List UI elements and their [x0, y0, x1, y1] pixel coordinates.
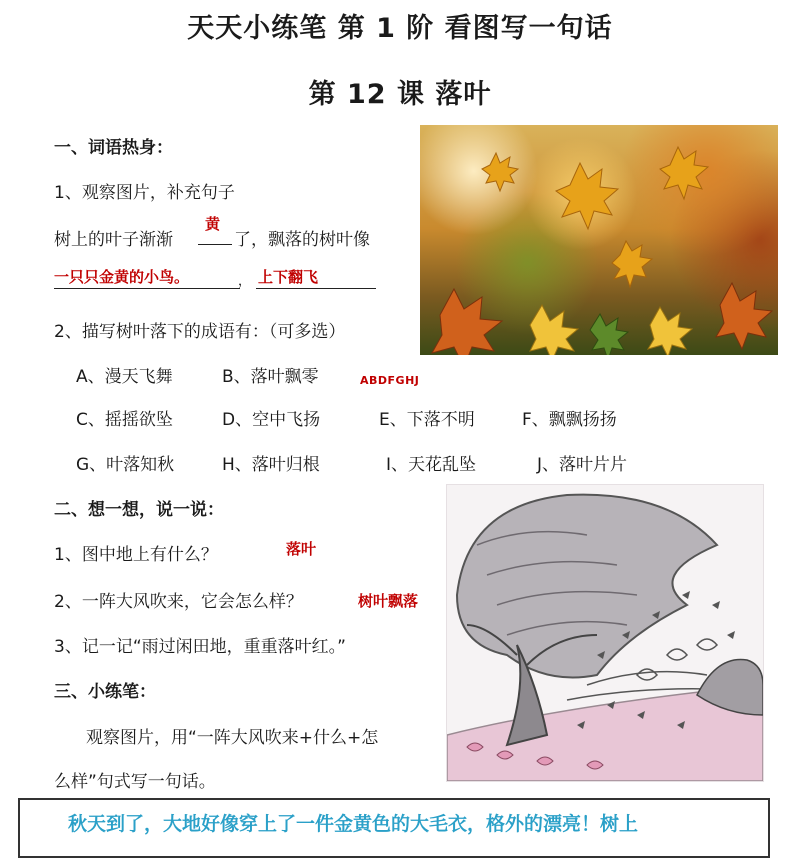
lesson-title: 第 12 课 落叶	[308, 79, 492, 110]
option-h[interactable]: H、落叶归根	[222, 455, 320, 475]
writing-answer-text: 秋天到了，大地好像穿上了一件金黄色的大毛衣，格外的漂亮！树上	[68, 813, 639, 835]
writing-instruction-line-2: 么样”句式写一句话。	[54, 772, 216, 792]
autumn-leaves-photo	[420, 125, 778, 355]
answer-color: 黄	[205, 215, 221, 233]
option-j[interactable]: J、落叶片片	[537, 455, 628, 475]
answer-likeness: 一只只金黄的小鸟。	[54, 268, 190, 286]
answer-motion: 上下翻飞	[258, 268, 319, 286]
question-2-label: 2、描写树叶落下的成语有：（可多选）	[54, 322, 346, 342]
option-d[interactable]: D、空中飞扬	[222, 410, 321, 430]
blank-likeness[interactable]	[54, 288, 240, 289]
page-title: 天天小练笔 第 1 阶 看图写一句话	[187, 13, 613, 44]
writing-answer-box[interactable]	[18, 798, 770, 858]
writing-instruction-line-1: 观察图片，用“一阵大风吹来+什么+怎	[86, 728, 379, 748]
section-heading-writing: 三、小练笔：	[54, 682, 156, 702]
windy-tree-sketch	[446, 484, 764, 782]
discuss-question-1: 1、图中地上有什么？	[54, 545, 218, 565]
answer-ground: 落叶	[286, 540, 317, 558]
answer-wind: 树叶飘落	[358, 592, 419, 610]
option-a[interactable]: A、漫天飞舞	[76, 367, 173, 387]
section-heading-discuss: 二、想一想，说一说：	[54, 500, 224, 520]
discuss-question-2: 2、一阵大风吹来，它会怎么样？	[54, 592, 303, 612]
sentence-after-blank: 了，飘落的树叶像	[234, 230, 370, 250]
maple-leaves-illustration	[420, 125, 778, 355]
option-i[interactable]: I、天花乱坠	[386, 455, 477, 475]
blank-color[interactable]	[198, 244, 232, 245]
discuss-question-3: 3、记一记“雨过闲田地，重重落叶红。”	[54, 637, 346, 657]
blank-motion[interactable]	[256, 288, 376, 289]
tree-in-wind-illustration	[447, 485, 763, 781]
blank-separator: ，	[238, 274, 252, 289]
sentence-before-blank: 树上的叶子渐渐	[54, 230, 173, 250]
option-e[interactable]: E、下落不明	[379, 410, 475, 430]
section-heading-warmup: 一、词语热身：	[54, 138, 173, 158]
option-c[interactable]: C、摇摇欲坠	[76, 410, 173, 430]
option-b[interactable]: B、落叶飘零	[222, 367, 319, 387]
option-g[interactable]: G、叶落知秋	[76, 455, 175, 475]
question-1-label: 1、观察图片，补充句子	[54, 183, 235, 203]
option-f[interactable]: F、飘飘扬扬	[522, 410, 617, 430]
answer-idioms: ABDFGHJ	[360, 374, 420, 387]
